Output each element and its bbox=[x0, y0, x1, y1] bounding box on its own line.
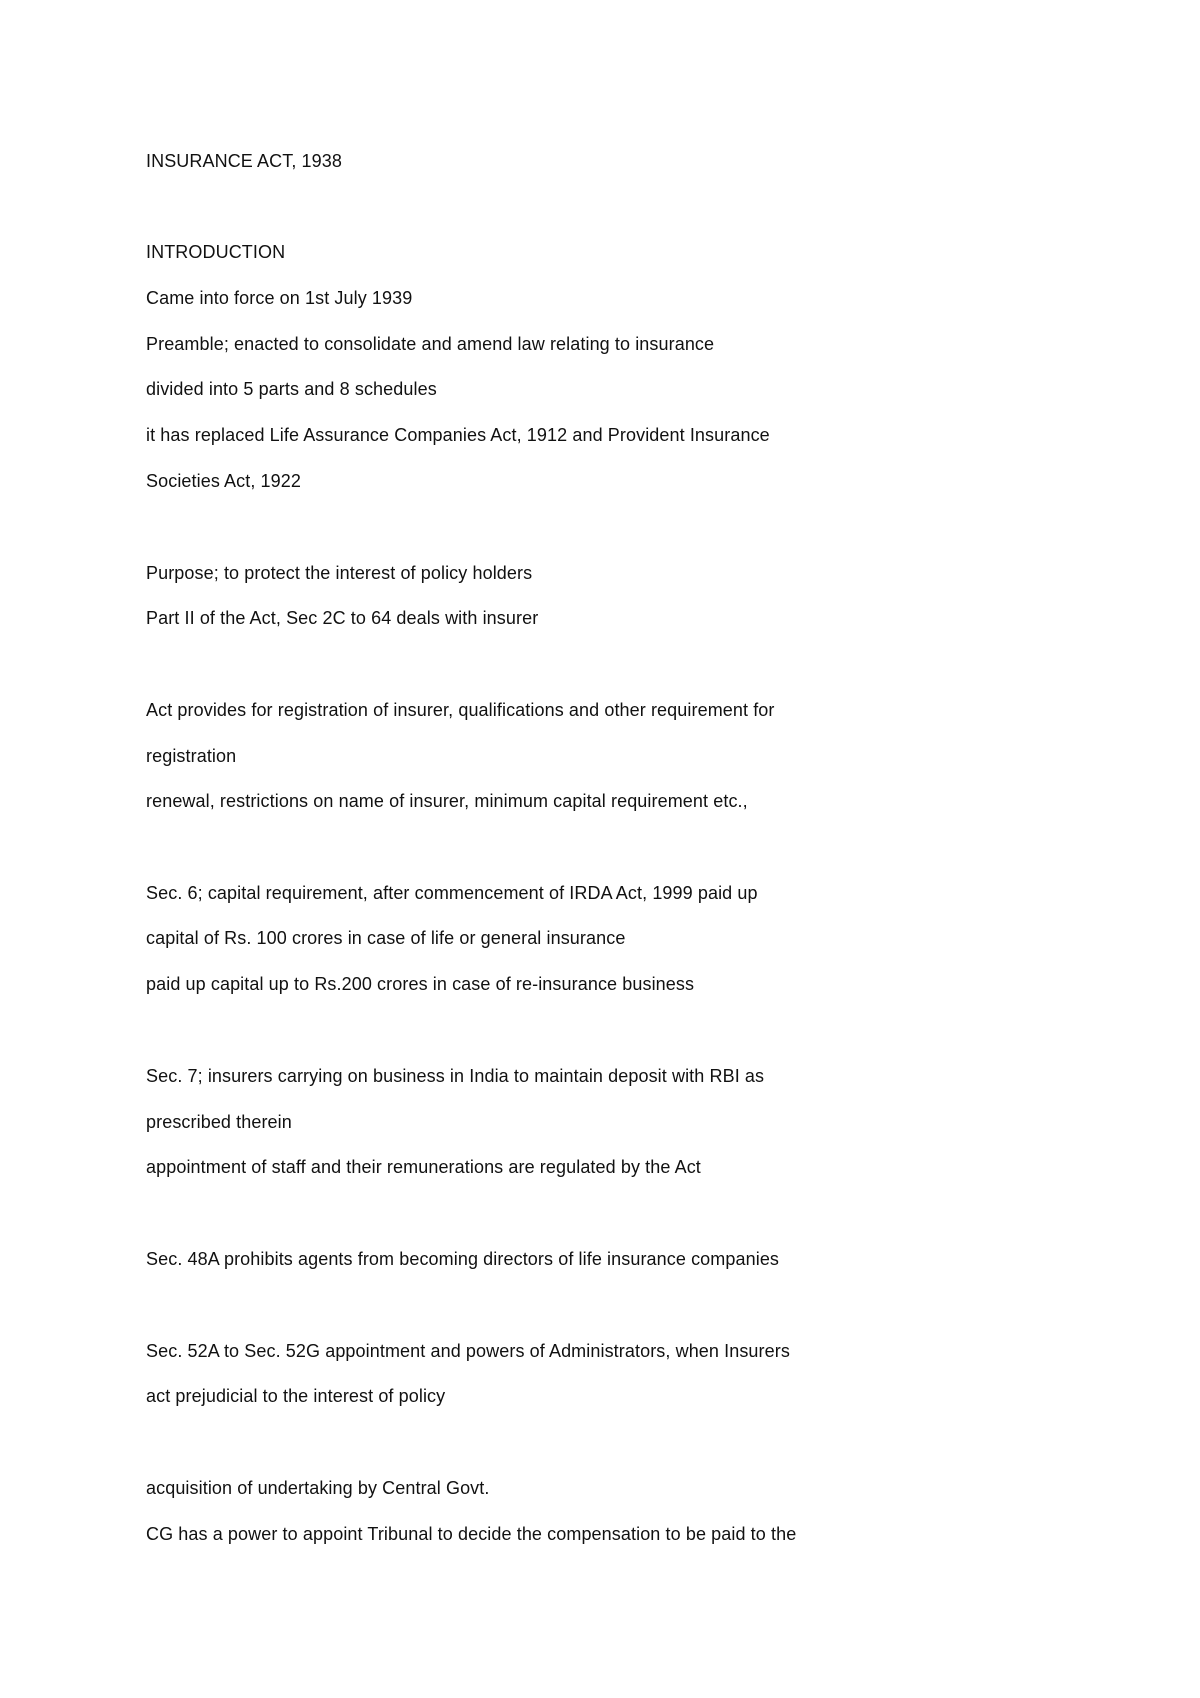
text-line: prescribed therein bbox=[146, 1112, 292, 1132]
text-line: Preamble; enacted to consolidate and amend law relating to insurance bbox=[146, 334, 715, 354]
text-line: Came into force on 1st July 1939 bbox=[146, 288, 413, 308]
text-line: it has replaced Life Assurance Companies Act, 1912 and Provident Insurance bbox=[146, 425, 770, 445]
section-heading: INTRODUCTION bbox=[146, 242, 286, 262]
text-line: CG has a power to appoint Tribunal to decide the compensation to be paid to the bbox=[146, 1524, 797, 1544]
text-line: Societies Act, 1922 bbox=[146, 471, 301, 491]
text-line: registration bbox=[146, 746, 237, 766]
text-line: Sec. 6; capital requirement, after commencement of IRDA Act, 1999 paid up bbox=[146, 883, 758, 903]
text-line: appointment of staff and their remunerations are regulated by the Act bbox=[146, 1157, 701, 1177]
text-line: Sec. 48A prohibits agents from becoming directors of life insurance companies bbox=[146, 1249, 780, 1269]
text-line: Sec. 7; insurers carrying on business in India to maintain deposit with RBI as bbox=[146, 1066, 765, 1086]
text-line: Sec. 52A to Sec. 52G appointment and powers of Administrators, when Insurers bbox=[146, 1341, 790, 1361]
text-line: capital of Rs. 100 crores in case of life or general insurance bbox=[146, 928, 626, 948]
text-line: Part II of the Act, Sec 2C to 64 deals with insurer bbox=[146, 608, 539, 628]
text-line: renewal, restrictions on name of insurer, minimum capital requirement etc., bbox=[146, 791, 748, 811]
text-line: paid up capital up to Rs.200 crores in case of re-insurance business bbox=[146, 974, 695, 994]
text-line: divided into 5 parts and 8 schedules bbox=[146, 379, 437, 399]
text-line: acquisition of undertaking by Central Govt. bbox=[146, 1478, 490, 1498]
document-title: INSURANCE ACT, 1938 bbox=[146, 151, 342, 171]
text-line: act prejudicial to the interest of policy bbox=[146, 1386, 446, 1406]
text-line: Purpose; to protect the interest of policy holders bbox=[146, 563, 533, 583]
text-line: Act provides for registration of insurer, qualifications and other requirement for bbox=[146, 700, 775, 720]
